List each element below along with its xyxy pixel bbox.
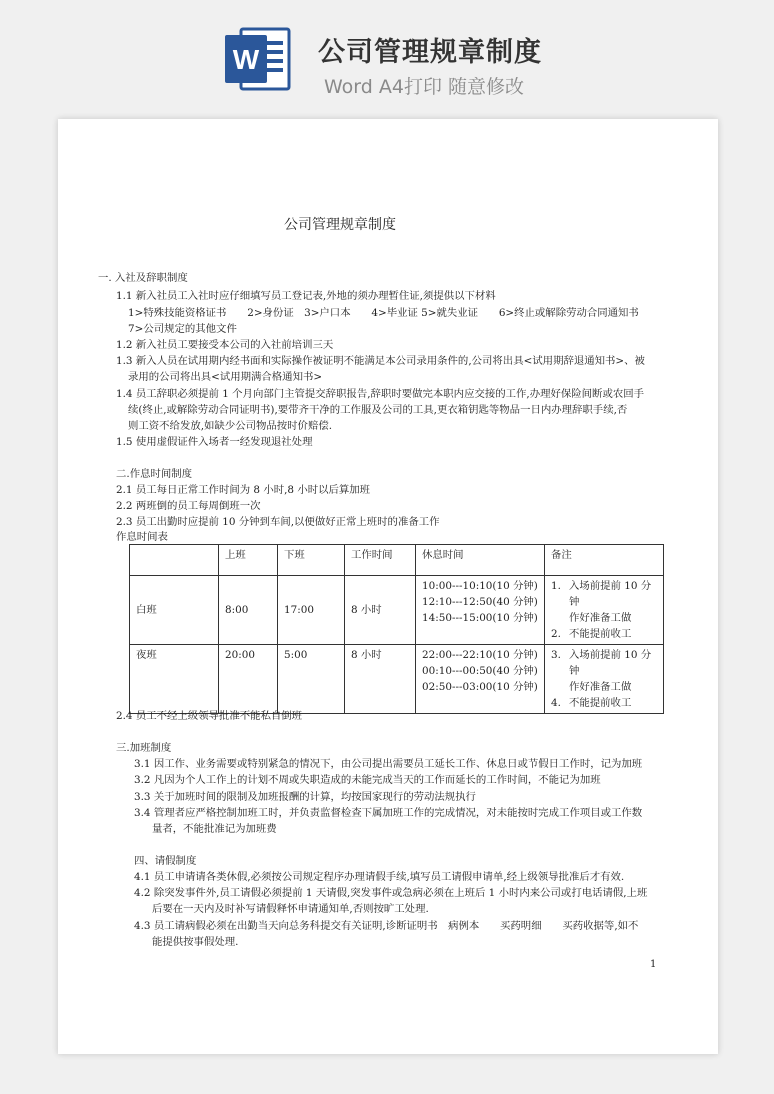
paragraph-3-2: 3.2 凡因为个人工作上的计划不周或失职造成的未能完成当天的工作而延长的工作时间，不能记为加班 xyxy=(134,774,601,786)
remark-number xyxy=(551,610,569,626)
section-4-heading: 四、请假制度 xyxy=(134,855,197,867)
paragraph-2-3: 2.3 员工出勤时应提前 10 分钟到车间,以便做好正常上班时的准备工作 xyxy=(116,516,440,528)
shift-hours: 8 小时 xyxy=(345,645,416,714)
remark-text: 入场前提前 10 分钟 xyxy=(569,580,652,608)
paragraph-4-3: 4.3 员工请病假必须在出勤当天向总务科提交有关证明,诊断证明书 病例本 买药明细 买药收据等,如不 xyxy=(134,920,639,932)
banner-title: 公司管理规章制度 xyxy=(318,37,542,68)
table-header-cell xyxy=(130,545,219,576)
paragraph-1-4-cont: 续(终止,或解除劳动合同证明书),要带齐干净的工作服及公司的工具,更衣箱钥匙等物品一日内办理辞职手续,否 xyxy=(128,404,628,416)
paragraph-4-2: 4.2 除突发事件外,员工请假必须提前 1 天请假,突发事件或急病必须在上班后 1 小时内来公司或打电话请假,上班 xyxy=(134,887,648,899)
paragraph-2-1: 2.1 员工每日正常工作时间为 8 小时,8 小时以后算加班 xyxy=(116,484,371,496)
shift-name: 白班 xyxy=(130,576,219,645)
remark-item xyxy=(551,695,657,711)
section-1-heading: 一. 入社及辞职制度 xyxy=(98,272,188,284)
paragraph-4-1: 4.1 员工申请请各类休假,必须按公司规定程序办理请假手续,填写员工请假申请单,经上级领导批准后才有效. xyxy=(134,871,625,883)
break-time: 10:00---10:10(10 分钟) xyxy=(422,580,538,592)
remark-text: 不能提前收工 xyxy=(569,697,632,709)
paragraph-3-4-cont: 量者，不能批准记为加班费 xyxy=(152,823,277,835)
break-times xyxy=(416,645,545,714)
table-row xyxy=(130,645,664,714)
paragraph-1-1-list-2: 7>公司规定的其他文件 xyxy=(128,323,237,335)
paragraph-1-3-cont: 录用的公司将出具<试用期满合格通知书> xyxy=(128,371,323,383)
schedule-table xyxy=(129,544,664,714)
break-time: 22:00---22:10(10 分钟) xyxy=(422,649,538,661)
remark-text: 作好准备工做 xyxy=(569,612,632,624)
remark-item xyxy=(551,647,657,679)
table-header-cell: 备注 xyxy=(545,545,664,576)
remark-item xyxy=(551,679,657,695)
shift-start: 20:00 xyxy=(219,645,278,714)
paragraph-3-3: 3.3 关于加班时间的限制及加班报酬的计算，均按国家现行的劳动法规执行 xyxy=(134,791,476,803)
word-icon xyxy=(221,23,293,95)
remark-text: 不能提前收工 xyxy=(569,628,632,640)
break-times xyxy=(416,576,545,645)
shift-start: 8:00 xyxy=(219,576,278,645)
break-time: 02:50---03:00(10 分钟) xyxy=(422,681,538,693)
paragraph-4-3-cont: 能提供按事假处理. xyxy=(152,936,239,948)
banner-subtitle: Word A4打印 随意修改 xyxy=(324,76,525,98)
paragraph-3-1: 3.1 因工作、业务需要或特别紧急的情况下，由公司提出需要员工延长工作、休息日或节假日工作时，记为加班 xyxy=(134,758,643,770)
paragraph-1-1: 1.1 新入社员工入社时应仔细填写员工登记表,外地的须办理暂住证,须提供以下材料 xyxy=(116,290,496,302)
paragraph-1-5: 1.5 使用虚假证件入场者一经发现退社处理 xyxy=(116,436,313,448)
shift-hours: 8 小时 xyxy=(345,576,416,645)
header-banner xyxy=(0,0,774,118)
remark-number: 3. xyxy=(551,649,561,661)
remark-number xyxy=(551,679,569,695)
paragraph-3-4: 3.4 管理者应严格控制加班工时，并负责监督检查下属加班工作的完成情况，对未能按时完成工作项目或工作数 xyxy=(134,807,643,819)
paragraph-4-2-cont: 后要在一天内及时补写请假释怀申请通知单,否则按旷工处理. xyxy=(152,903,429,915)
remark-item xyxy=(551,578,657,610)
paragraph-1-3: 1.3 新入人员在试用期内经书面和实际操作被证明不能满足本公司录用条件的,公司将出具<试用期辞退通知书>、被 xyxy=(116,355,645,367)
table-caption: 作息时间表 xyxy=(116,531,168,543)
paragraph-1-4: 1.4 员工辞职必须提前 1 个月向部门主管提交辞职报告,辞职时要做完本职内应交接的工作,办理好保险间断或农回手 xyxy=(116,388,645,400)
remark-number: 4. xyxy=(551,697,561,709)
paragraph-1-4-cont-2: 则工资不给发放,如缺少公司物品按时价赔偿. xyxy=(128,420,333,432)
shift-end: 5:00 xyxy=(278,645,345,714)
remark-number: 1. xyxy=(551,580,561,592)
remark-text: 入场前提前 10 分钟 xyxy=(569,649,652,677)
paragraph-1-1-list: 1>特殊技能资格证书 2>身份证 3>户口本 4>毕业证 5>就失业证 6>终止或解除劳动合同通知书 xyxy=(128,307,639,319)
document-title: 公司管理规章制度 xyxy=(284,217,396,233)
break-time: 12:10---12:50(40 分钟) xyxy=(422,596,538,608)
paragraph-2-2: 2.2 两班倒的员工每周倒班一次 xyxy=(116,500,261,512)
table-header-cell: 休息时间 xyxy=(416,545,545,576)
table-header-row xyxy=(130,545,664,576)
remark-item xyxy=(551,626,657,642)
document-page xyxy=(58,119,718,1054)
table-header-cell: 上班 xyxy=(219,545,278,576)
remark-text: 作好准备工做 xyxy=(569,681,632,693)
shift-end: 17:00 xyxy=(278,576,345,645)
remarks xyxy=(545,645,664,714)
shift-name: 夜班 xyxy=(130,645,219,714)
remark-item xyxy=(551,610,657,626)
section-3-heading: 三.加班制度 xyxy=(116,742,172,754)
table-header-cell: 工作时间 xyxy=(345,545,416,576)
paragraph-2-4: 2.4 员工不经上级领导批准不能私自倒班 xyxy=(116,710,303,722)
page-number: 1 xyxy=(650,959,657,970)
break-time: 14:50---15:00(10 分钟) xyxy=(422,612,538,624)
section-2-heading: 二.作息时间制度 xyxy=(116,468,193,480)
table-header-cell: 下班 xyxy=(278,545,345,576)
remark-number: 2. xyxy=(551,628,561,640)
table-row xyxy=(130,576,664,645)
remarks xyxy=(545,576,664,645)
word-icon-letter: W xyxy=(232,44,260,75)
break-time: 00:10---00:50(40 分钟) xyxy=(422,665,538,677)
paragraph-1-2: 1.2 新入社员工要接受本公司的入社前培训三天 xyxy=(116,339,334,351)
